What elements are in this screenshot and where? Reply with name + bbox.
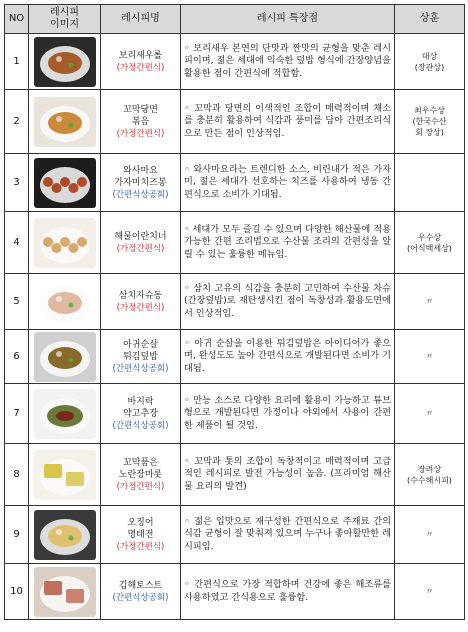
header-name: 레시피명 bbox=[101, 5, 181, 34]
recipe-name: 오징어 명태전 bbox=[127, 517, 154, 540]
recipe-name-cell bbox=[101, 154, 181, 212]
header-award: 상훈 bbox=[395, 5, 465, 34]
row-number: 2 bbox=[5, 90, 29, 154]
award: 장려상 (수수해시피) bbox=[395, 444, 465, 506]
recipe-feature: ◦ 젊은 입맛으로 재구성한 간편식으로 주재료 간의 식감 균형이 잘 맞춰져 있으며 누구나 좋아할만한 레시피임. bbox=[181, 506, 395, 564]
award bbox=[395, 154, 465, 212]
recipe-photo bbox=[34, 218, 96, 268]
recipe-image-cell bbox=[29, 564, 101, 620]
recipe-category-tag: (가정간편식) bbox=[116, 243, 165, 254]
recipe-name: 아귀순살 튀김덮밥 bbox=[123, 339, 158, 362]
row-number: 10 bbox=[5, 564, 29, 620]
recipe-name: 보리새우롤 bbox=[118, 50, 163, 61]
table-row bbox=[5, 154, 465, 212]
header-no: NO bbox=[5, 5, 29, 34]
row-number: 5 bbox=[5, 274, 29, 330]
recipe-feature: ◦ 와사마요라는 트렌디한 소스, 비린내가 적은 가자미, 젊은 세대가 선호하는 치즈를 사용하여 냉동 간편식으로 소비가 기대됨. bbox=[181, 154, 395, 212]
header-image: 레시피 이미지 bbox=[29, 5, 101, 34]
recipe-name: 꼬막품은 노란장마롯 bbox=[118, 457, 163, 480]
recipe-photo bbox=[34, 97, 96, 147]
recipe-name-cell bbox=[101, 564, 181, 620]
recipe-name-cell bbox=[101, 444, 181, 506]
recipe-image-cell bbox=[29, 90, 101, 154]
row-number: 1 bbox=[5, 34, 29, 90]
recipe-category-tag: (간편식상공회) bbox=[112, 189, 169, 200]
table-row bbox=[5, 564, 465, 620]
recipe-category-tag: (간편식상공회) bbox=[112, 592, 169, 603]
row-number: 4 bbox=[5, 212, 29, 274]
award: 대상 (장관상) bbox=[395, 34, 465, 90]
table-row bbox=[5, 274, 465, 330]
table-row bbox=[5, 444, 465, 506]
recipe-name: 꼬막당면 볶음 bbox=[123, 104, 158, 127]
header-feature: 레시피 특장점 bbox=[181, 5, 395, 34]
recipe-photo bbox=[34, 567, 96, 617]
recipe-name-cell bbox=[101, 384, 181, 444]
award: 〃 bbox=[395, 330, 465, 384]
row-number: 8 bbox=[5, 444, 29, 506]
recipe-image-cell bbox=[29, 154, 101, 212]
recipe-photo bbox=[34, 510, 96, 560]
recipe-name: 와사마요 가자미치즈봉 bbox=[114, 165, 167, 188]
award: 〃 bbox=[395, 384, 465, 444]
recipe-name-cell bbox=[101, 212, 181, 274]
recipe-image-cell bbox=[29, 330, 101, 384]
recipe-image-cell bbox=[29, 274, 101, 330]
recipe-name: 해물이란치너 bbox=[114, 231, 167, 242]
recipe-name-cell bbox=[101, 330, 181, 384]
award: 〃 bbox=[395, 506, 465, 564]
recipe-table bbox=[4, 4, 465, 620]
table-row bbox=[5, 34, 465, 90]
recipe-image-cell bbox=[29, 444, 101, 506]
table-row bbox=[5, 384, 465, 444]
award: 우수상 (어식백세상) bbox=[395, 212, 465, 274]
recipe-photo bbox=[34, 37, 96, 87]
recipe-photo bbox=[34, 450, 96, 500]
recipe-feature: ◦ 보리새우 본연의 단맛과 짠맛의 균형을 맞춘 레시피이며, 젊은 세대에 익숙한 덮밥 형식에 간장양념을 활용한 점이 간편식에 적합함. bbox=[181, 34, 395, 90]
recipe-image-cell bbox=[29, 384, 101, 444]
recipe-name-cell bbox=[101, 274, 181, 330]
recipe-name-cell bbox=[101, 506, 181, 564]
row-number: 9 bbox=[5, 506, 29, 564]
recipe-feature: ◦ 꼬막과 당면의 이색적인 조합이 매력적이며 채소를 충분히 활용하여 식감과 풍미를 담아 간편조리식으로 만든 점이 인상적임. bbox=[181, 90, 395, 154]
table-row bbox=[5, 506, 465, 564]
recipe-category-tag: (가정간편식) bbox=[116, 481, 165, 492]
award: 〃 bbox=[395, 564, 465, 620]
recipe-feature: ◦ 꼬막과 톳의 조합이 독창적이고 매력적이며 고급적인 레시피로 발전 가능성이 높음. (프리미엄 해산물 요리의 발견) bbox=[181, 444, 395, 506]
recipe-category-tag: (가정간편식) bbox=[116, 541, 165, 552]
recipe-name: 삼치자슈동 bbox=[118, 290, 163, 301]
recipe-photo bbox=[34, 389, 96, 439]
table-row bbox=[5, 330, 465, 384]
award: 〃 bbox=[395, 274, 465, 330]
row-number: 3 bbox=[5, 154, 29, 212]
award: 최우수상 (한국수산 회 장상) bbox=[395, 90, 465, 154]
recipe-feature: ◦ 만능 소스로 다양한 요리에 활용이 가능하고 튜브형으로 개발된다면 가정이나 야외에서 사용이 간편한 제품이 될 것임. bbox=[181, 384, 395, 444]
recipe-category-tag: (가정간편식) bbox=[116, 62, 165, 73]
recipe-feature: ◦ 아귀 순살을 이용한 튀김덮밥은 아이디어가 좋으며, 완성도도 높아 간편식으로 개발된다면 소비가 기대됨. bbox=[181, 330, 395, 384]
row-number: 7 bbox=[5, 384, 29, 444]
recipe-photo bbox=[34, 277, 96, 327]
recipe-name-cell bbox=[101, 34, 181, 90]
recipe-feature: ◦ 세대가 모두 즐길 수 있으며 다양한 해산물에 적용 가능한 간편 조리법으로 수산물 조리의 간편성을 알릴 수 있는 훌륭한 메뉴임. bbox=[181, 212, 395, 274]
recipe-category-tag: (간편식상공회) bbox=[112, 420, 169, 431]
table-row bbox=[5, 90, 465, 154]
recipe-photo bbox=[34, 158, 96, 208]
recipe-photo bbox=[34, 332, 96, 382]
recipe-feature: ◦ 삼치 고유의 식감을 충분히 고민하여 수산물 차슈(간장덮밥)로 재탄생시킨 점이 독창성과 활용도면에서 인상적임. bbox=[181, 274, 395, 330]
table-row bbox=[5, 212, 465, 274]
table-header-row bbox=[5, 5, 465, 34]
recipe-category-tag: (간편식상공회) bbox=[112, 363, 169, 374]
recipe-category-tag: (가정간편식) bbox=[116, 302, 165, 313]
recipe-name-cell bbox=[101, 90, 181, 154]
row-number: 6 bbox=[5, 330, 29, 384]
recipe-feature: ◦ 간편식으로 가장 적합하며 건강에 좋은 해조류를 사용하였고 간식용으로 훌륭함. bbox=[181, 564, 395, 620]
recipe-name: 김해토스트 bbox=[118, 580, 163, 591]
recipe-category-tag: (가정간편식) bbox=[116, 128, 165, 139]
recipe-name: 바지락 약고추장 bbox=[123, 396, 158, 419]
recipe-image-cell bbox=[29, 212, 101, 274]
recipe-image-cell bbox=[29, 506, 101, 564]
recipe-image-cell bbox=[29, 34, 101, 90]
